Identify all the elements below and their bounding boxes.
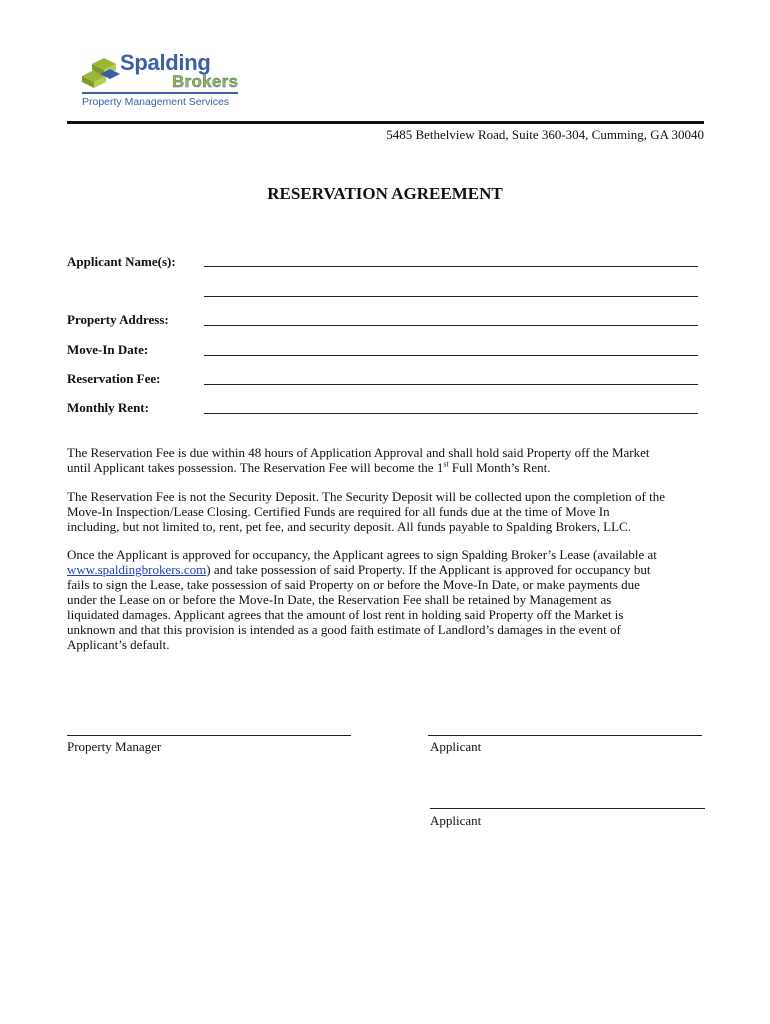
applicant-names-label: Applicant Name(s):: [67, 254, 176, 269]
monthly-rent-label: Monthly Rent:: [67, 400, 149, 415]
paragraph-line: under the Lease on or before the Move-In Date, the Reservation Fee shall be retained by Management as: [67, 592, 612, 607]
paragraph-line: fails to sign the Lease, take possession of said Property on or before the Move-In Date, or make payments due: [67, 577, 640, 592]
monthly-rent-line[interactable]: [204, 413, 698, 414]
company-logo: [80, 50, 260, 112]
paragraph-lease-terms: [67, 547, 705, 652]
applicant-names-line-1[interactable]: [204, 266, 698, 267]
logo-divider: [82, 92, 238, 94]
company-address: 5485 Bethelview Road, Suite 360-304, Cumming, GA 30040: [386, 127, 704, 142]
paragraph-line: [67, 562, 705, 577]
paragraph-line: The Reservation Fee is not the Security Deposit. The Security Deposit will be collected upon the completion of the: [67, 489, 665, 504]
logo-subname: Brokers: [172, 72, 239, 91]
applicant-signature-line-2[interactable]: [430, 808, 705, 809]
superscript: st: [443, 459, 449, 469]
property-address-label: Property Address:: [67, 312, 169, 327]
applicant-label-2: Applicant: [430, 813, 482, 828]
property-manager-label: Property Manager: [67, 739, 162, 754]
header-rule: [67, 121, 704, 124]
paragraph-line: liquidated damages. Applicant agrees that the amount of lost rent in holding said Property off the Market is: [67, 607, 624, 622]
paragraph-security-deposit: [67, 489, 705, 534]
applicant-names-line-2[interactable]: [204, 296, 698, 297]
paragraph-reservation-fee: [67, 445, 705, 475]
move-in-date-line[interactable]: [204, 355, 698, 356]
logo-cube-icon: [80, 54, 122, 90]
reservation-fee-line[interactable]: [204, 384, 698, 385]
property-address-line[interactable]: [204, 325, 698, 326]
paragraph-line: Applicant’s default.: [67, 637, 170, 652]
document-title: RESERVATION AGREEMENT: [267, 184, 503, 203]
move-in-date-label: Move-In Date:: [67, 342, 149, 357]
applicant-label-1: Applicant: [430, 739, 482, 754]
paragraph-line: including, but not limited to, rent, pet fee, and security deposit. All funds payable to Spalding Brokers, LLC.: [67, 519, 631, 534]
property-manager-signature-line[interactable]: [67, 735, 351, 736]
text-span: ) and take possession of said Property. If the Applicant is approved for occupancy but: [206, 562, 651, 577]
paragraph-line: Move-In Inspection/Lease Closing. Certified Funds are required for all funds due at the time of Move In: [67, 504, 610, 519]
text-span: Full Month’s Rent.: [448, 460, 551, 475]
paragraph-line: unknown and that this provision is intended as a good faith estimate of Landlord’s damages in the event of: [67, 622, 621, 637]
paragraph-line: [67, 460, 705, 475]
paragraph-line: The Reservation Fee is due within 48 hours of Application Approval and shall hold said Property off the Market: [67, 445, 650, 460]
logo-tagline: Property Management Services: [82, 96, 230, 108]
reservation-fee-label: Reservation Fee:: [67, 371, 161, 386]
website-link[interactable]: www.spaldingbrokers.com: [67, 562, 207, 577]
paragraph-line: Once the Applicant is approved for occupancy, the Applicant agrees to sign Spalding Broker’s Lease (available at: [67, 547, 657, 562]
logo-name: Spalding: [120, 50, 211, 75]
applicant-signature-line-1[interactable]: [428, 735, 702, 736]
text-span: until Applicant takes possession. The Reservation Fee will become the 1: [67, 460, 444, 475]
